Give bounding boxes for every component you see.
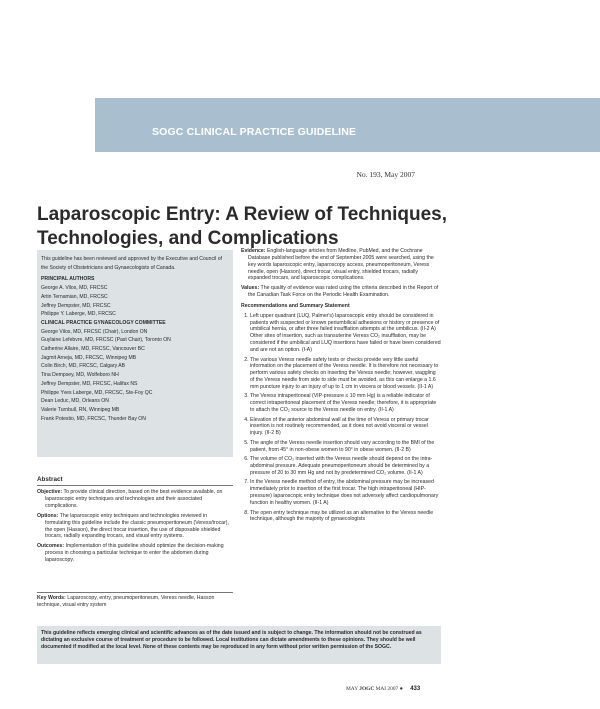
- evidence-paragraph: [241, 248, 441, 282]
- recommendation-item: 7. In the Veress needle method of entry, the abdominal pressure may be increased immediately prior to insertion of the first trocar. The high intraperitoneal (HIP-pressure) laparoscopic entry technique does not adversely affect cardiopulmonary function in healthy women. (II-1 A): [250, 479, 441, 506]
- keywords: [37, 595, 233, 609]
- footer-bullet: ●: [399, 686, 403, 692]
- recommendation-item: 2. The various Veress needle safety tests or checks provide very little useful information on the placement of the Veress needle. It is therefore not necessary to perform various safety checks on inserting the Veress needle; however, waggling of the Veress needle from side to side must be avoided, as this can enlarge a 1.6 mm puncture injury to an injury of up to 1 cm in viscera or blood vessels. (II-1 A): [250, 357, 441, 391]
- outcomes-label: Outcomes:: [37, 543, 65, 550]
- recommendation-item: 8. The open entry technique may be utilized as an alternative to the Veress needle technique, although the majority of gynaecologists: [250, 510, 441, 524]
- footer-journal: JOGC: [359, 686, 375, 692]
- committee-member: Catherine Allaire, MD, FRCSC, Vancouver BC: [41, 346, 145, 353]
- committee-member: Valerie Turnbull, RN, Winnipeg MB: [41, 406, 120, 413]
- keywords-label: Key Words:: [37, 595, 66, 601]
- recommendation-item: 1. Left upper quadrant (LUQ, Palmer's) laparoscopic entry should be considered in patients with suspected or known periumbilical adhesions or history or presence of umbilical hernia, or after three failed insufflation attempts at the umbilicus. (II-2 A) Other sites of insertion, such as transuterine Veress CO₂ insufflation, may be considered if the umbilical and LUQ insertions have failed or have been considered and are not an option. (I-A): [250, 313, 441, 354]
- banner-title: SOGC CLINICAL PRACTICE GUIDELINE: [152, 126, 357, 138]
- abstract-objective: [37, 489, 233, 510]
- committee-member: Frank Potestio, MD, FRCSC, Thunder Bay ON: [41, 415, 146, 422]
- values-paragraph: [241, 285, 441, 299]
- evidence-text: English-language articles from Medline, PubMed, and the Cochrane Database published before the end of September 2005 were searched, using the key words laparoscopic entry, laparoscopy access, pneumoperitoneum, Veress needle, open (Hasson), direct trocar, visual entry, shielded trocars, radially expanded trocars, and laparoscopic complications.: [248, 248, 434, 282]
- author-line: Philippe Y. Laberge, MD, FRCSC: [41, 311, 116, 318]
- abstract-body: [37, 489, 233, 567]
- recommendation-item: 3. The Veress intraperitoneal (VIP-pressure ≤ 10 mm Hg) is a reliable indicator of correct intraperitoneal placement of the Veress needle; therefore, it is appropriate to attach the CO₂ source to the Veress needle on entry. (II-1 A): [250, 393, 441, 414]
- objective-text: To provide clinical direction, based on the best evidence available, on laparoscopic entry techniques and technologies and their associated complications.: [45, 489, 223, 509]
- keywords-divider: [37, 592, 233, 593]
- options-text: The laparoscopic entry techniques and technologies reviewed in formulating this guideline include the classic pneumoperitoneum (Veress/trocar), the open (Hasson), the direct trocar insertion, the use of disposable shielded trocars, radially expanding trocars, and visual entry systems.: [45, 512, 229, 540]
- author-line: Artin Ternamian, MD, FRCSC: [41, 293, 108, 300]
- objective-label: Objective:: [37, 489, 63, 495]
- keywords-text: Laparoscopy, entry, pneumoperitoneum, Veress needle, Hasson technique, visual entry system: [37, 595, 215, 608]
- recommendations-list: [241, 313, 441, 523]
- committee-member: Philippe Yves Laberge, MD, FRCSC, Ste-Foy QC: [41, 389, 153, 396]
- abstract-heading: Abstract: [37, 476, 63, 483]
- footer-month: MAY: [346, 686, 358, 692]
- committee-member: Jagmit Arneja, MD, FRCSC, Winnipeg MB: [41, 354, 137, 361]
- committee-member: Guylaine Lefebvre, MD, FRCSC (Past Chair), Toronto ON: [41, 337, 171, 344]
- page-number: 433: [410, 686, 421, 692]
- right-column: [241, 248, 441, 526]
- author-line: Jeffrey Dempster, MD, FRCSC: [41, 302, 111, 309]
- abstract-divider: [37, 485, 233, 486]
- author-line: George A. Vilos, MD, FRCSC: [41, 285, 108, 292]
- approval-box: [37, 250, 233, 457]
- abstract-outcomes: [37, 543, 233, 564]
- values-text: The quality of evidence was rated using the criteria described in the Report of the Canadian Task Force on the Periodic Health Examination.: [248, 285, 439, 299]
- footer-issue: MAI 2007: [375, 686, 399, 692]
- committee-member: Dean Leduc, MD, Orleans ON: [41, 398, 109, 405]
- outcomes-text: Implementation of this guideline should optimize the decision-making process in choosing a particular technique to enter the abdomen during laparoscopy.: [45, 543, 224, 564]
- document-number: No. 193, May 2007: [356, 170, 415, 179]
- recommendation-item: 4. Elevation of the anterior abdominal wall at the time of Veress or primary trocar insertion is not routinely recommended, as it does not avoid visceral or vessel injury. (II-2 B): [250, 417, 441, 438]
- abstract-options: [37, 513, 233, 541]
- header-banner: [95, 98, 600, 152]
- committee-member: Tina Dempsey, MD, Wolfeboro NH: [41, 372, 119, 379]
- recommendation-item: 5. The angle of the Veress needle insertion should vary according to the BMI of the patient, from 45° in non-obese women to 90° in obese women. (II-2 B): [250, 440, 441, 454]
- options-label: Options:: [37, 512, 59, 519]
- recommendations-heading: Recommendations and Summary Statement: [241, 302, 350, 309]
- committee-heading: CLINICAL PRACTICE GYNAECOLOGY COMMITTEE: [41, 319, 166, 326]
- page-footer: [346, 686, 420, 692]
- approval-statement: This guideline has been reviewed and approved by the Executive and Council of the Society of Obstetricians and Gynaecologists of Canada.: [41, 256, 222, 271]
- committee-member: George Vilos, MD, FRCSC (Chair), London ON: [41, 328, 148, 335]
- committee-member: Colin Birch, MD, FRCSC, Calgary AB: [41, 363, 126, 370]
- principal-authors-heading: PRINCIPAL AUTHORS: [41, 276, 95, 283]
- committee-member: Jeffrey Dempster, MD, FRCSC, Halifax NS: [41, 380, 138, 387]
- recommendation-item: 6. The volume of CO₂ inserted with the Veress needle should depend on the intra-abdominal pressure. Adequate pneumoperitoneum should be determined by a pressure of 20 to 30 mm Hg and not by predetermined CO₂ volume. (II-1 A): [250, 456, 441, 477]
- values-label: Values:: [241, 285, 260, 292]
- evidence-label: Evidence:: [241, 248, 266, 254]
- article-title: Laparoscopic Entry: A Review of Techniques, Technologies, and Complications: [37, 204, 447, 249]
- disclaimer-text: This guideline reflects emerging clinical and scientific advances as of the date issued and is subject to change. The information should not be construed as dictating an exclusive course of treatment or procedure to be followed. Local institutions can dictate amendments to these opinions. They should be well documented if modified at the local level. None of these contents may be reproduced in any form without prior written permission of the SOGC.: [41, 630, 422, 651]
